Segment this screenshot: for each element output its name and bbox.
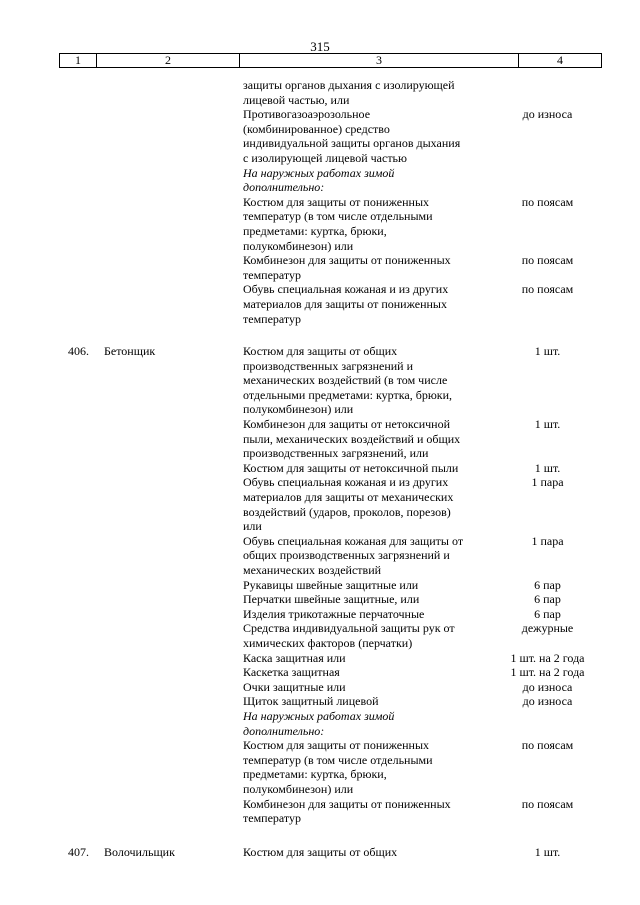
profession-name: Волочильщик: [104, 845, 175, 859]
ppe-item-line: Костюм для защиты от общих: [243, 845, 398, 859]
column-header-3: 3: [240, 54, 519, 68]
ppe-item-line: дополнительно:: [243, 180, 325, 195]
row-number: 406.: [68, 344, 89, 358]
profession-name: Бетонщик: [104, 344, 156, 358]
issue-norm: до износа: [522, 694, 573, 709]
ppe-item-line: Обувь специальная кожаная и из других: [243, 475, 449, 490]
ppe-item-line: Рукавицы швейные защитные или: [243, 577, 419, 592]
ppe-item-line: Средства индивидуальной защиты рук от: [243, 621, 455, 636]
issue-norm: 1 шт.: [534, 845, 561, 859]
issue-norm: по поясам: [521, 738, 574, 753]
ppe-item: [243, 607, 493, 622]
ppe-item-line: общих производственных загрязнений и: [243, 548, 450, 563]
ppe-item-line: температур (в том числе отдельными: [243, 209, 433, 224]
ppe-item: [243, 417, 493, 461]
ppe-item-line: химических факторов (перчатки): [243, 635, 413, 650]
ppe-item-line: Костюм для защиты от общих: [243, 344, 398, 358]
issue-norm: 1 пара: [531, 533, 564, 548]
issue-norm: дежурные: [521, 621, 574, 636]
condition-note: [243, 709, 493, 738]
ppe-item-line: или: [243, 519, 262, 534]
ppe-item-line: материалов для защиты от пониженных: [243, 296, 447, 311]
ppe-item: [243, 253, 493, 282]
ppe-item: [243, 694, 493, 709]
ppe-item-line: Очки защитные или: [243, 679, 346, 694]
ppe-item-line: Каска защитная или: [243, 650, 346, 665]
issue-norm: 1 шт.: [534, 344, 561, 358]
ppe-item-line: температур: [243, 811, 302, 826]
ppe-item-line: На наружных работах зимой: [243, 165, 395, 180]
ppe-item-line: лицевой частью, или: [243, 92, 350, 107]
ppe-item: [243, 651, 493, 666]
ppe-item-line: полукомбинезон) или: [243, 238, 354, 253]
ppe-item-line: предметами: куртка, брюки,: [243, 223, 387, 238]
issue-norm: по поясам: [521, 253, 574, 268]
ppe-item-line: предметами: куртка, брюки,: [243, 767, 387, 782]
issue-norm: по поясам: [521, 194, 574, 209]
ppe-item-line: отдельными предметами: куртка, брюки,: [243, 387, 453, 402]
ppe-item-line: Комбинезон для защиты от пониженных: [243, 253, 451, 268]
ppe-item-line: полукомбинезон) или: [243, 402, 354, 417]
ppe-item-line: производственных загрязнений и: [243, 358, 414, 373]
ppe-item-line: температур: [243, 267, 302, 282]
ppe-item-line: Изделия трикотажные перчаточные: [243, 606, 425, 621]
ppe-item-line: Комбинезон для защиты от нетоксичной: [243, 417, 451, 431]
issue-norm: 1 шт.: [534, 460, 561, 475]
issue-norm: до износа: [522, 679, 573, 694]
ppe-item-line: Обувь специальная кожаная для защиты от: [243, 533, 464, 548]
condition-note: [243, 166, 493, 195]
ppe-item: [243, 195, 493, 253]
ppe-item: [243, 282, 493, 326]
ppe-item: [243, 578, 493, 593]
column-header-2: 2: [97, 54, 240, 68]
column-header-1: 1: [60, 54, 97, 68]
ppe-item-line: производственных загрязнений, или: [243, 446, 429, 461]
ppe-item-line: Костюм для защиты от нетоксичной пыли: [243, 460, 459, 475]
ppe-item: [243, 78, 493, 107]
row-number: 407.: [68, 845, 89, 859]
ppe-item: [243, 344, 493, 417]
ppe-item-line: Костюм для защиты от пониженных: [243, 194, 430, 209]
ppe-item-line: Обувь специальная кожаная и из других: [243, 282, 449, 297]
ppe-item: [243, 107, 493, 165]
ppe-item: [243, 475, 493, 533]
issue-norm: 1 шт. на 2 года: [510, 650, 585, 665]
ppe-item: [243, 738, 493, 796]
issue-norm: до износа: [522, 107, 573, 122]
issue-norm: 6 пар: [534, 592, 561, 607]
issue-norm: 6 пар: [534, 577, 561, 592]
ppe-item-line: механических воздействий (в том числе: [243, 373, 448, 388]
ppe-item-line: Костюм для защиты от пониженных: [243, 738, 430, 753]
ppe-item: [243, 680, 493, 695]
ppe-item-line: Перчатки швейные защитные, или: [243, 592, 420, 607]
column-header-4: 4: [519, 54, 602, 68]
issue-norm: 1 шт. на 2 года: [510, 665, 585, 680]
issue-norm: по поясам: [521, 796, 574, 811]
issue-norm: 1 шт.: [534, 417, 561, 431]
ppe-item-line: с изолирующей лицевой частью: [243, 150, 407, 165]
ppe-item-line: На наружных работах зимой: [243, 709, 395, 723]
issue-norm: 6 пар: [534, 606, 561, 621]
ppe-item-line: защиты органов дыхания с изолирующей: [243, 78, 455, 92]
ppe-item-line: механических воздействий: [243, 562, 382, 577]
ppe-item: [243, 534, 493, 578]
ppe-item-line: температур (в том числе отдельными: [243, 752, 433, 767]
ppe-item: [243, 461, 493, 476]
ppe-item-line: дополнительно:: [243, 723, 325, 738]
ppe-item-line: воздействий (ударов, проколов, порезов): [243, 504, 451, 519]
issue-norm: 1 пара: [531, 475, 564, 490]
ppe-item-line: Щиток защитный лицевой: [243, 694, 379, 709]
column-header-table: [59, 53, 602, 68]
ppe-item: [243, 621, 493, 650]
ppe-item: [243, 665, 493, 680]
ppe-item-line: индивидуальной защиты органов дыхания: [243, 136, 461, 151]
ppe-item-line: полукомбинезон) или: [243, 781, 354, 796]
ppe-item-line: температур: [243, 311, 302, 326]
ppe-item: [243, 797, 493, 826]
ppe-item-line: (комбинированное) средство: [243, 121, 390, 136]
ppe-item-line: пыли, механических воздействий и общих: [243, 431, 461, 446]
ppe-item-line: материалов для защиты от механических: [243, 489, 454, 504]
ppe-item-line: Комбинезон для защиты от пониженных: [243, 796, 451, 811]
issue-norm: по поясам: [521, 282, 574, 297]
ppe-item-line: Каскетка защитная: [243, 665, 340, 680]
page-number: 315: [310, 39, 330, 54]
ppe-item: [243, 592, 493, 607]
ppe-item-line: Противогазоаэрозольное: [243, 107, 371, 122]
ppe-item: [243, 845, 493, 860]
